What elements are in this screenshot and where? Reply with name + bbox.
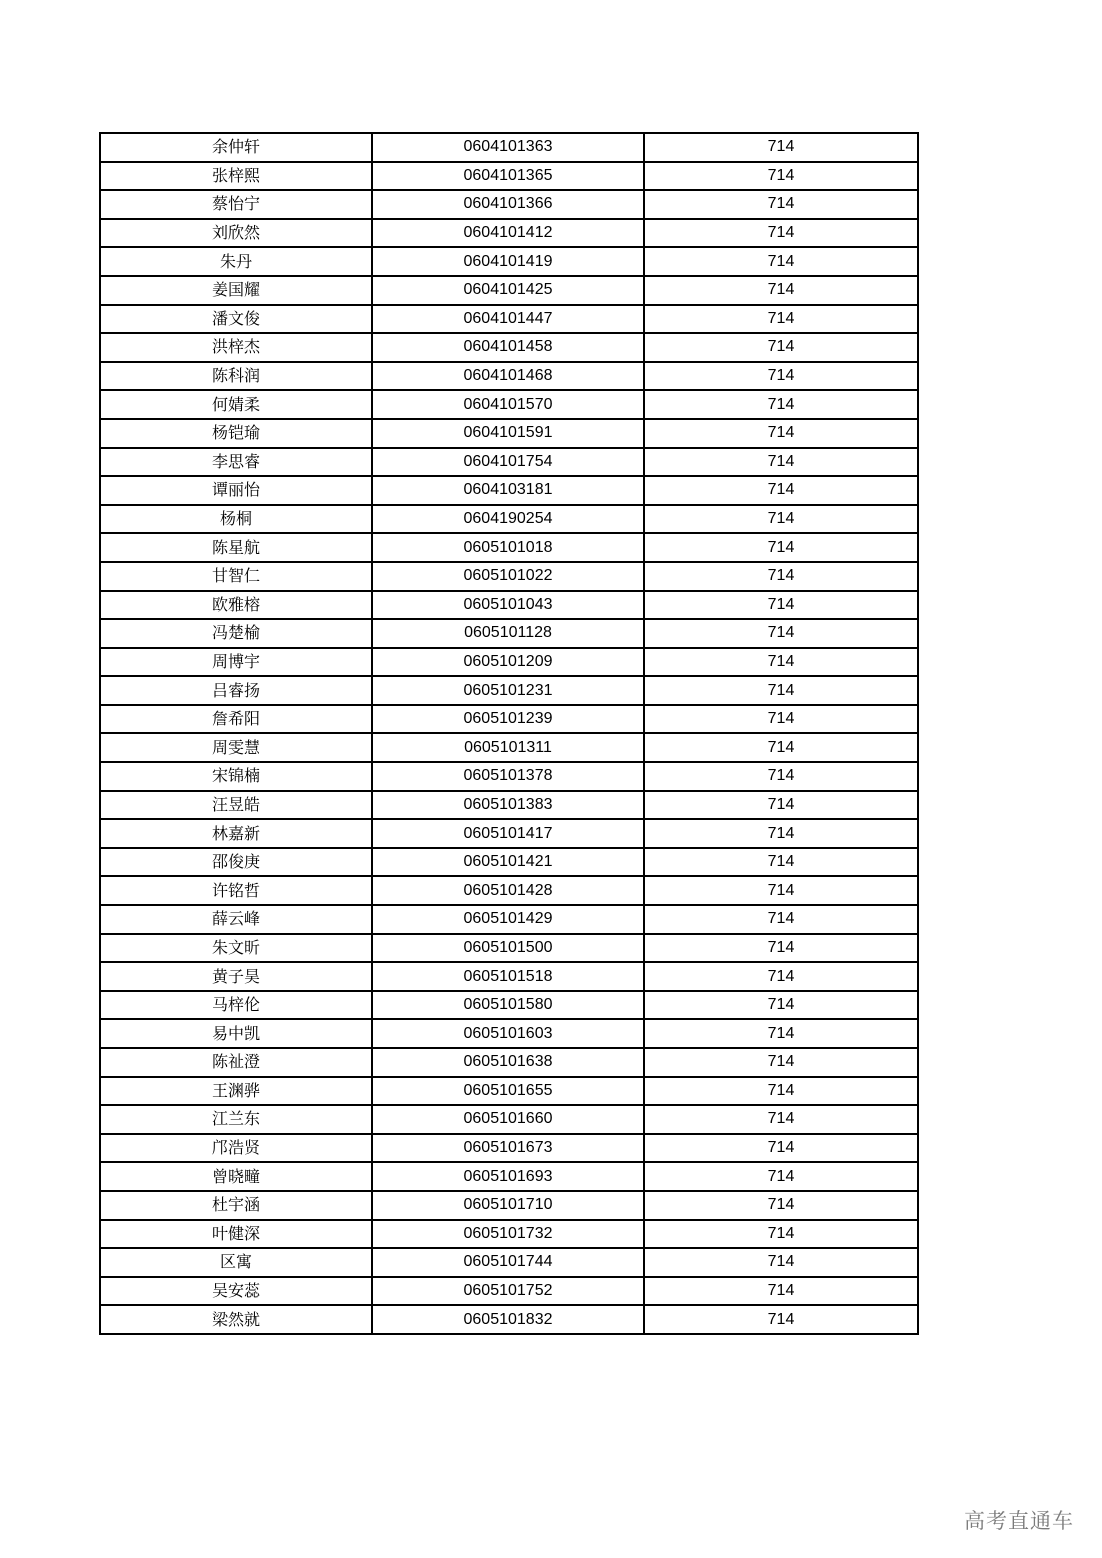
cell-score: 714: [644, 1248, 918, 1277]
cell-name: 梁然就: [100, 1305, 372, 1334]
score-table: [99, 132, 919, 1335]
cell-name: 冯楚榆: [100, 619, 372, 648]
cell-score: 714: [644, 1134, 918, 1163]
cell-name: 杨桐: [100, 505, 372, 534]
cell-name: 许铭哲: [100, 876, 372, 905]
cell-score: 714: [644, 819, 918, 848]
table-row: [100, 362, 918, 391]
cell-name: 洪梓杰: [100, 333, 372, 362]
table-row: [100, 1277, 918, 1306]
cell-name: 潘文俊: [100, 305, 372, 334]
cell-exam-id: 0605101638: [372, 1048, 644, 1077]
table-row: [100, 448, 918, 477]
cell-name: 谭丽怡: [100, 476, 372, 505]
cell-score: 714: [644, 362, 918, 391]
cell-exam-id: 0604101468: [372, 362, 644, 391]
cell-name: 吴安蕊: [100, 1277, 372, 1306]
cell-score: 714: [644, 247, 918, 276]
table-row: [100, 476, 918, 505]
cell-exam-id: 0605101744: [372, 1248, 644, 1277]
cell-exam-id: 0605101732: [372, 1220, 644, 1249]
cell-exam-id: 0605101311: [372, 733, 644, 762]
cell-name: 张梓熙: [100, 162, 372, 191]
table-row: [100, 619, 918, 648]
cell-name: 陈祉澄: [100, 1048, 372, 1077]
cell-exam-id: 0604190254: [372, 505, 644, 534]
table-row: [100, 991, 918, 1020]
cell-score: 714: [644, 448, 918, 477]
cell-score: 714: [644, 733, 918, 762]
cell-score: 714: [644, 991, 918, 1020]
table-row: [100, 648, 918, 677]
table-row: [100, 133, 918, 162]
cell-exam-id: 0605101417: [372, 819, 644, 848]
table-row: [100, 162, 918, 191]
cell-score: 714: [644, 1277, 918, 1306]
cell-score: 714: [644, 905, 918, 934]
cell-name: 姜国耀: [100, 276, 372, 305]
table-row: [100, 247, 918, 276]
cell-exam-id: 0605101752: [372, 1277, 644, 1306]
table-row: [100, 762, 918, 791]
cell-score: 714: [644, 1162, 918, 1191]
cell-exam-id: 0604101447: [372, 305, 644, 334]
cell-name: 邝浩贤: [100, 1134, 372, 1163]
table-row: [100, 1220, 918, 1249]
cell-exam-id: 0605101022: [372, 562, 644, 591]
cell-score: 714: [644, 533, 918, 562]
cell-name: 王渊骅: [100, 1077, 372, 1106]
cell-score: 714: [644, 505, 918, 534]
cell-score: 714: [644, 1191, 918, 1220]
table-row: [100, 562, 918, 591]
cell-name: 江兰东: [100, 1105, 372, 1134]
table-row: [100, 934, 918, 963]
table-row: [100, 333, 918, 362]
cell-name: 周雯慧: [100, 733, 372, 762]
cell-score: 714: [644, 648, 918, 677]
cell-name: 宋锦楠: [100, 762, 372, 791]
cell-name: 欧雅榕: [100, 591, 372, 620]
cell-name: 曾晓疃: [100, 1162, 372, 1191]
cell-name: 朱丹: [100, 247, 372, 276]
table-row: [100, 219, 918, 248]
cell-score: 714: [644, 190, 918, 219]
cell-score: 714: [644, 305, 918, 334]
table-row: [100, 791, 918, 820]
cell-score: 714: [644, 1077, 918, 1106]
cell-exam-id: 0604101754: [372, 448, 644, 477]
table-row: [100, 1019, 918, 1048]
cell-score: 714: [644, 276, 918, 305]
cell-name: 蔡怡宁: [100, 190, 372, 219]
cell-exam-id: 0605101239: [372, 705, 644, 734]
table-row: [100, 305, 918, 334]
cell-name: 周博宇: [100, 648, 372, 677]
cell-name: 甘智仁: [100, 562, 372, 591]
cell-score: 714: [644, 162, 918, 191]
cell-exam-id: 0605101673: [372, 1134, 644, 1163]
cell-score: 714: [644, 1305, 918, 1334]
cell-name: 林嘉新: [100, 819, 372, 848]
cell-exam-id: 0605101655: [372, 1077, 644, 1106]
cell-score: 714: [644, 676, 918, 705]
table-row: [100, 1077, 918, 1106]
cell-name: 马梓伦: [100, 991, 372, 1020]
cell-score: 714: [644, 1105, 918, 1134]
cell-exam-id: 0605101043: [372, 591, 644, 620]
table-row: [100, 848, 918, 877]
cell-score: 714: [644, 876, 918, 905]
cell-name: 陈科润: [100, 362, 372, 391]
table-row: [100, 1305, 918, 1334]
cell-name: 杜宇涵: [100, 1191, 372, 1220]
cell-exam-id: 0605101018: [372, 533, 644, 562]
cell-score: 714: [644, 1220, 918, 1249]
cell-exam-id: 0605101580: [372, 991, 644, 1020]
table-row: [100, 1105, 918, 1134]
table-row: [100, 905, 918, 934]
cell-name: 叶健深: [100, 1220, 372, 1249]
cell-name: 汪昱皓: [100, 791, 372, 820]
cell-exam-id: 0605101693: [372, 1162, 644, 1191]
table-row: [100, 733, 918, 762]
cell-exam-id: 0604101570: [372, 390, 644, 419]
cell-score: 714: [644, 705, 918, 734]
cell-score: 714: [644, 333, 918, 362]
cell-exam-id: 0605101383: [372, 791, 644, 820]
cell-exam-id: 0604101419: [372, 247, 644, 276]
cell-name: 李思睿: [100, 448, 372, 477]
cell-score: 714: [644, 848, 918, 877]
cell-name: 陈星航: [100, 533, 372, 562]
cell-exam-id: 0604101366: [372, 190, 644, 219]
table-row: [100, 276, 918, 305]
cell-score: 714: [644, 219, 918, 248]
cell-exam-id: 0605101500: [372, 934, 644, 963]
table-row: [100, 1134, 918, 1163]
cell-score: 714: [644, 419, 918, 448]
cell-exam-id: 0605101231: [372, 676, 644, 705]
cell-name: 余仲轩: [100, 133, 372, 162]
cell-name: 邵俊庚: [100, 848, 372, 877]
cell-exam-id: 0604101365: [372, 162, 644, 191]
cell-exam-id: 0604103181: [372, 476, 644, 505]
table-row: [100, 705, 918, 734]
cell-exam-id: 0604101458: [372, 333, 644, 362]
table-row: [100, 819, 918, 848]
cell-score: 714: [644, 476, 918, 505]
cell-exam-id: 0605101710: [372, 1191, 644, 1220]
cell-exam-id: 0605101209: [372, 648, 644, 677]
table-row: [100, 1048, 918, 1077]
table-row: [100, 962, 918, 991]
cell-name: 吕睿扬: [100, 676, 372, 705]
cell-name: 易中凯: [100, 1019, 372, 1048]
cell-score: 714: [644, 791, 918, 820]
cell-exam-id: 0604101591: [372, 419, 644, 448]
cell-name: 刘欣然: [100, 219, 372, 248]
cell-score: 714: [644, 390, 918, 419]
cell-exam-id: 0605101518: [372, 962, 644, 991]
cell-name: 朱文昕: [100, 934, 372, 963]
cell-score: 714: [644, 1019, 918, 1048]
table-row: [100, 390, 918, 419]
cell-exam-id: 0605101428: [372, 876, 644, 905]
table-body: [100, 133, 918, 1334]
cell-name: 杨铠瑜: [100, 419, 372, 448]
cell-name: 何婧柔: [100, 390, 372, 419]
table-row: [100, 533, 918, 562]
cell-name: 黄子昊: [100, 962, 372, 991]
cell-score: 714: [644, 962, 918, 991]
cell-score: 714: [644, 562, 918, 591]
cell-exam-id: 0605101128: [372, 619, 644, 648]
cell-exam-id: 0605101429: [372, 905, 644, 934]
table-row: [100, 1162, 918, 1191]
cell-score: 714: [644, 762, 918, 791]
cell-exam-id: 0605101378: [372, 762, 644, 791]
cell-score: 714: [644, 133, 918, 162]
cell-exam-id: 0605101421: [372, 848, 644, 877]
cell-exam-id: 0604101363: [372, 133, 644, 162]
cell-score: 714: [644, 934, 918, 963]
cell-exam-id: 0605101660: [372, 1105, 644, 1134]
cell-exam-id: 0605101832: [372, 1305, 644, 1334]
table-row: [100, 676, 918, 705]
table-row: [100, 190, 918, 219]
watermark-text: 高考直通车: [964, 1509, 1074, 1533]
cell-name: 区寓: [100, 1248, 372, 1277]
table-row: [100, 1248, 918, 1277]
cell-name: 詹希阳: [100, 705, 372, 734]
table-row: [100, 419, 918, 448]
table-row: [100, 591, 918, 620]
cell-exam-id: 0605101603: [372, 1019, 644, 1048]
cell-name: 薛云峰: [100, 905, 372, 934]
cell-score: 714: [644, 1048, 918, 1077]
table-row: [100, 505, 918, 534]
cell-score: 714: [644, 619, 918, 648]
table-row: [100, 876, 918, 905]
cell-exam-id: 0604101425: [372, 276, 644, 305]
cell-score: 714: [644, 591, 918, 620]
cell-exam-id: 0604101412: [372, 219, 644, 248]
table-row: [100, 1191, 918, 1220]
